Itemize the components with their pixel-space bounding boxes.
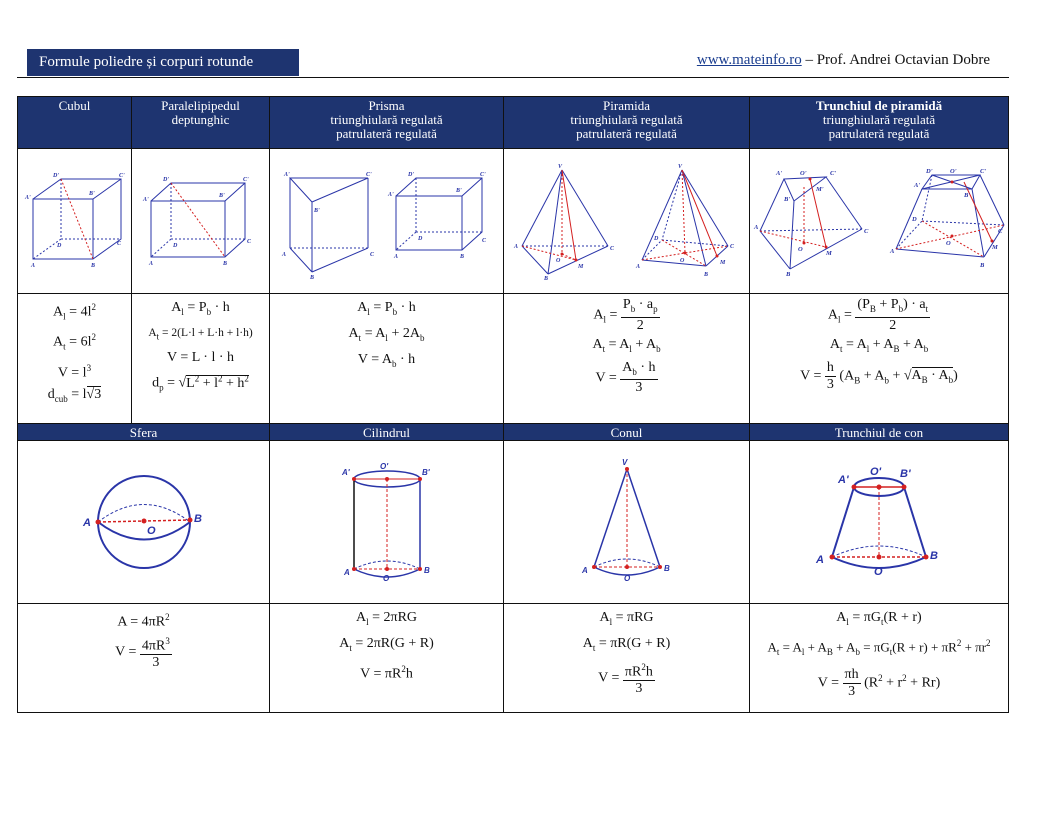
svg-text:D': D' xyxy=(407,172,414,178)
svg-text:B: B xyxy=(703,272,708,278)
svg-text:A': A' xyxy=(283,172,290,178)
site-link[interactable]: www.mateinfo.ro xyxy=(696,52,802,68)
polyhedra-figure-row xyxy=(18,149,1009,294)
svg-text:C: C xyxy=(729,244,734,250)
svg-text:C: C xyxy=(609,246,614,252)
svg-text:A: A xyxy=(82,517,91,529)
svg-text:C': C' xyxy=(365,172,372,178)
svg-text:M: M xyxy=(577,264,583,270)
svg-text:A': A' xyxy=(341,468,350,477)
cuboid-figure xyxy=(132,149,270,294)
svg-text:B': B' xyxy=(784,196,791,203)
pyramid-formulas: $A_l$ = $\frac{P_b \cdot a_p}{2}$ $A_t = A_l + A_b$ V = $\frac{A_b \cdot h}{3}$ xyxy=(504,294,750,424)
header-sphere: Sfera xyxy=(18,424,270,441)
svg-text:A: A xyxy=(148,261,153,267)
svg-text:B': B' xyxy=(964,192,971,199)
svg-text:A: A xyxy=(581,566,588,575)
svg-text:B: B xyxy=(543,276,548,282)
svg-text:D: D xyxy=(912,216,917,223)
svg-text:D': D' xyxy=(162,177,169,183)
svg-text:A: A xyxy=(635,264,640,270)
polyhedra-formula-row xyxy=(18,294,1009,424)
svg-text:C: C xyxy=(864,228,869,235)
svg-text:O': O' xyxy=(800,170,807,177)
header-pyramid: Piramida triunghiulară regulată patrulateră regulată xyxy=(504,97,750,149)
svg-text:C': C' xyxy=(980,168,987,175)
svg-text:O: O xyxy=(798,246,803,253)
svg-text:B: B xyxy=(459,254,464,260)
header-prism: Prisma triunghiulară regulată patrulateră regulată xyxy=(270,97,504,149)
svg-text:A: A xyxy=(890,248,895,255)
header-frustum: Trunchiul de piramidă triunghiulară regulată patrulateră regulată xyxy=(750,97,1009,149)
cuboid-formulas: $A_l = P_b \cdot h$ $A_t = 2(L\cdot l + L\cdot h + l\cdot h)$ V = L · l · h $d_p = √L^2 + l^2 + h^2$ xyxy=(132,294,270,424)
svg-text:A: A xyxy=(816,554,824,566)
svg-text:O: O xyxy=(679,258,684,264)
svg-text:M': M' xyxy=(816,186,824,193)
frustum-figure xyxy=(750,149,1009,294)
round-formula-row xyxy=(18,604,1009,713)
svg-text:V: V xyxy=(621,458,627,467)
svg-text:A': A' xyxy=(838,474,849,486)
svg-text:A: A xyxy=(513,244,518,250)
svg-text:B: B xyxy=(309,275,314,281)
svg-text:C': C' xyxy=(830,170,837,177)
svg-text:M: M xyxy=(719,260,725,266)
svg-text:V: V xyxy=(677,164,682,170)
header-cuboid: Paralelipipedul deptunghic xyxy=(132,97,270,149)
svg-text:C: C xyxy=(481,238,486,244)
cone-frustum-figure xyxy=(750,441,1009,604)
svg-text:O: O xyxy=(555,258,560,264)
svg-text:B: B xyxy=(222,261,227,267)
svg-text:A': A' xyxy=(914,182,921,189)
cone-figure xyxy=(504,441,750,604)
svg-text:A: A xyxy=(281,252,286,258)
svg-text:D: D xyxy=(417,236,422,242)
svg-text:B: B xyxy=(786,271,791,278)
cone-formulas: $A_l = \pi RG$ $A_t = \pi R(G + R)$ V = $\frac{\pi R^2h}{3}$ xyxy=(504,604,750,713)
svg-text:O: O xyxy=(946,240,951,247)
svg-text:A': A' xyxy=(24,195,31,201)
svg-text:B': B' xyxy=(218,193,225,199)
svg-text:B': B' xyxy=(88,191,95,197)
site-credit xyxy=(697,52,990,69)
header-cylinder: Cilindrul xyxy=(270,424,504,441)
cube-formulas: $A_l = 4l^2$ $A_t = 6l^2$ $V = l^3$ $d_{cub} = l√3$ xyxy=(18,294,132,424)
prism-formulas: $A_l = P_b \cdot h$ $A_t = A_l + 2A_b$ $V = A_b \cdot h$ xyxy=(270,294,504,424)
svg-text:C: C xyxy=(246,239,251,245)
svg-text:O': O' xyxy=(950,168,957,175)
svg-text:D': D' xyxy=(926,168,933,175)
sphere-figure xyxy=(18,441,270,604)
svg-text:B': B' xyxy=(421,468,430,477)
prism-figure xyxy=(270,149,504,294)
round-header-row xyxy=(18,424,1009,441)
svg-text:A': A' xyxy=(142,197,149,203)
svg-text:A': A' xyxy=(387,192,394,198)
author-name: – Prof. Andrei Octavian Dobre xyxy=(801,52,990,68)
svg-text:B: B xyxy=(90,263,95,269)
svg-text:A: A xyxy=(343,568,350,577)
document-title: Formule poliedre și corpuri rotunde xyxy=(27,49,299,76)
svg-text:B': B' xyxy=(313,208,320,214)
cylinder-formulas: $A_l = 2\pi RG$ $A_t = 2\pi R(G + R)$ $V = \pi R^2h$ xyxy=(270,604,504,713)
svg-text:B': B' xyxy=(455,188,462,194)
svg-text:A: A xyxy=(754,224,759,231)
svg-text:O: O xyxy=(146,525,156,537)
svg-text:B: B xyxy=(980,262,985,269)
svg-text:D: D xyxy=(653,236,658,242)
cone-frustum-formulas: $A_l = \pi G_t(R + r)$ $A_t = A_l + A_B + A_b = \pi G_t(R + r) + \pi R^2 + \pi r^2$ V = $\frac{\pi h}{3}$ $(R^2 + r^2 + Rr)$ xyxy=(750,604,1009,713)
formula-table xyxy=(17,96,1009,713)
svg-text:O: O xyxy=(874,566,883,578)
cylinder-figure xyxy=(270,441,504,604)
svg-text:D: D xyxy=(56,243,61,249)
svg-text:B: B xyxy=(663,564,670,573)
header-cone-frustum: Trunchiul de con xyxy=(750,424,1009,441)
svg-text:A: A xyxy=(30,263,35,269)
svg-text:B': B' xyxy=(900,468,911,480)
svg-text:V: V xyxy=(557,164,562,170)
pyramid-figure xyxy=(504,149,750,294)
svg-text:M: M xyxy=(992,244,998,251)
polyhedra-header-row xyxy=(18,97,1009,149)
svg-text:C': C' xyxy=(242,177,249,183)
svg-text:C: C xyxy=(369,252,374,258)
header-cone: Conul xyxy=(504,424,750,441)
svg-text:M: M xyxy=(826,250,832,257)
sphere-formulas: $A = 4\pi R^2$ V = $\frac{4\pi R^3}{3}$ xyxy=(18,604,270,713)
svg-text:B: B xyxy=(930,550,938,562)
svg-text:D': D' xyxy=(52,173,59,179)
svg-text:O': O' xyxy=(379,462,388,471)
header-rule xyxy=(17,77,1009,78)
svg-text:C': C' xyxy=(479,172,486,178)
svg-text:O: O xyxy=(623,574,630,583)
svg-text:A': A' xyxy=(776,170,783,177)
svg-text:O': O' xyxy=(870,466,882,478)
header-cube: Cubul xyxy=(18,97,132,149)
svg-text:O: O xyxy=(382,574,389,583)
svg-text:B: B xyxy=(193,513,202,525)
frustum-formulas: $A_l$ = $\frac{(P_B + P_b) \cdot a_t}{2}$ $A_t = A_l + A_B + A_b$ V = $\frac{h}{3}$ $(A_B + A_b + √A_B \cdot A_b)$ xyxy=(750,294,1009,424)
svg-text:C: C xyxy=(116,241,121,247)
svg-text:B: B xyxy=(423,566,430,575)
svg-text:C': C' xyxy=(118,173,125,179)
svg-text:C: C xyxy=(998,228,1003,235)
svg-text:D: D xyxy=(172,243,177,249)
cube-figure xyxy=(18,149,132,294)
round-figure-row xyxy=(18,441,1009,604)
svg-text:A: A xyxy=(393,254,398,260)
